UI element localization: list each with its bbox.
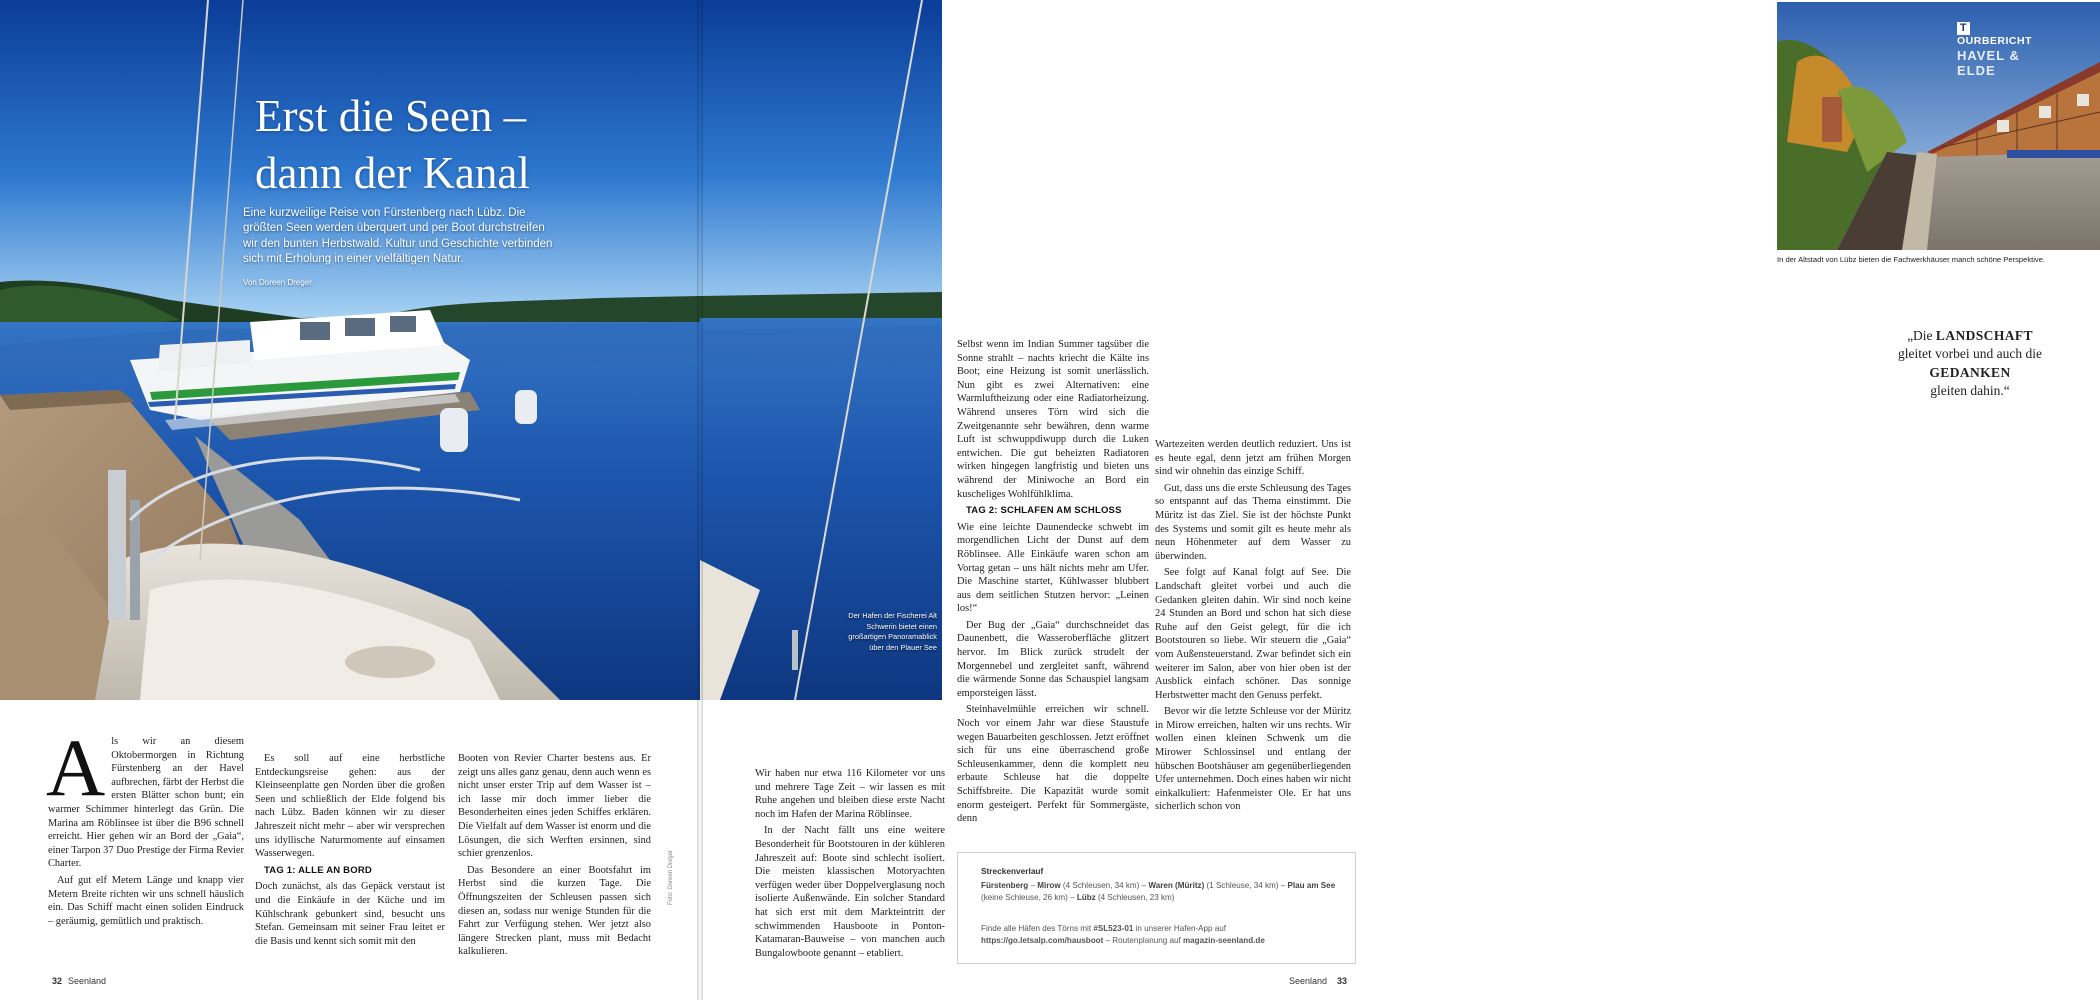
pull-quote — [1880, 327, 2060, 401]
pull-quote-open: „Die — [1907, 328, 1933, 343]
route-stop: Lübz — [1076, 892, 1096, 902]
paragraph: Bevor wir die letzte Schleuse vor der Müritz in Mirow erreichen, halten wir uns rechts. Wir wollen einen kleinen Schwenk um die Mirower Schlossinsel und entlang der hübschen Bootshäuser am gegenüberliegenden Ufer unternehmen. Doch eines haben wir nicht einkalkuliert: Hafenmeister Ole. Er hat uns sicherlich schon von — [1155, 706, 1351, 813]
route-link-app[interactable]: https://go.letsalp.com/hausboot — [981, 935, 1104, 945]
paragraph: Das Besondere an einer Bootsfahrt im Herbst sind die kurzen Tage. Die Öffnungszeiten der Schleusen passen sich diesen an, sodass nur wenige Stunden für die Fahrt zur Verfügung stehen. Wer jetzt also längere Strecken plant, muss mit Bedacht kalkulieren. — [458, 864, 651, 958]
body-column-4 — [755, 767, 945, 963]
pull-quote-keyword-1: LANDSCHAFT — [1935, 328, 2033, 343]
headline-line-2: dann der Kanal — [255, 148, 530, 198]
paragraph-text: ls wir an diesem Oktobermorgen in Richtung Fürstenberg an der Havel aufbrechen, färbt der Herbst die ersten Blätter schon bunt; ein warmer Schimmer hinterlegt das Grün. Die Marina am Röblinsee ist über die B96 schnell erreicht. Hier gehen wir an Bord der „Gaia“, einer Tarpon 37 Duo Prestige der Firma Revier Charter. — [48, 736, 244, 870]
lake-photo-continued — [700, 0, 942, 700]
photo-credit: Foto: Doreen Dreger — [668, 849, 674, 905]
paragraph: Selbst wenn im Indian Summer tagsüber die Sonne strahlt – nachts kriecht die Kälte ins Boot; eine Heizung ist somit unerlässlich. Nun gibt es zwei Alternativen: eine Warmluftheizung oder eine Radiatorheizung. Während unseres Törn wird sich die Zweitgenannte sehr bewähren, denn warme Luft ist schwuppdiwupp durch die Luken entwichen. Die gut beheizten Radiatoren wirken hingegen langfristig und bieten uns während der Miniwoche an Bord ein kuscheliges Wohlfühlklima. — [957, 339, 1149, 500]
town-photo — [1777, 2, 2100, 250]
deck-text: Eine kurzweilige Reise von Fürstenberg nach Lübz. Die größten Seen werden überquert und per Boot durchstreifen wir den bunten Herbstwald. Kultur und Geschichte verbinden sich mit Erholung in einer vielfältigen Natur. — [243, 207, 553, 266]
route-link-site[interactable]: magazin-seenland.de — [1182, 935, 1265, 945]
paragraph: Wartezeiten werden deutlich reduziert. Uns ist es heute egal, denn jetzt am frühen Morgen sind wir ohnehin das einzige Schiff. — [1155, 439, 1351, 478]
drop-cap: A — [46, 722, 106, 813]
route-segment: (4 Schleusen, 34 km) – — [1060, 881, 1149, 890]
hero-photo-left — [0, 0, 700, 700]
subhead-day-2: TAG 2: SCHLAFEN AM SCHLOSS — [966, 505, 1122, 517]
luebz-old-town-photo — [1777, 2, 2100, 250]
hero-photo-right — [700, 0, 942, 700]
right-page — [700, 0, 2046, 1000]
paragraph: Es soll auf eine herbstliche Entdeckungsreise gehen: aus der Kleinseenplatte gen Norden über die großen Seen und schließlich der Elde folgend bis nach Lübz. Baden können wir zu dieser Jahreszeit nicht mehr – aber wir versprechen uns idyllische Naturmomente auf einsamen Wasserwegen. — [255, 753, 445, 860]
route-hashtag: #SL523-01 — [1093, 924, 1134, 933]
paragraph — [46, 722, 244, 871]
route-footer-text: Finde alle Häfen des Törns mit — [981, 924, 1094, 933]
page-number: 33 — [1337, 976, 1348, 986]
magazine-name: Seenland — [1289, 976, 1328, 986]
section-initial: T — [1957, 22, 1970, 35]
pull-quote-keyword-2: GEDANKEN — [1929, 364, 2011, 380]
body-column-2 — [255, 752, 445, 951]
route-stop: Fürstenberg — [981, 881, 1029, 890]
headline-line-1: Erst die Seen – — [255, 91, 527, 141]
folio-right — [1289, 976, 1353, 986]
paragraph: Der Bug der „Gaia“ durchschneidet das Daunenbett, die Wasseroberfläche glitzert hervor. Im Blick zurück strudelt der Morgennebel und zergleitet sanft, während die wärmende Sonne das Schauspiel langsam emporsteigen lässt. — [957, 619, 1149, 699]
paragraph: In der Nacht fällt uns eine weitere Besonderheit für Bootstouren in der kühleren Jahreszeit auf: Boote sind schlecht isoliert. Die meisten klassischen Motoryachten verfügen weder über Doppelverglasung noch isolierte Außenwände. Ein solcher Standard hat sich erst mit dem Markteintritt der schwimmenden Hausboote in Ponton-Katamaran-Bauweise – von manchen auch Bungalowboote genannt – etabliert. — [755, 825, 945, 959]
pull-quote-close: gleiten dahin.“ — [1930, 383, 2010, 399]
folio-left — [52, 976, 106, 986]
body-column-5 — [957, 338, 1149, 829]
route-footer — [981, 923, 1341, 946]
caption-hero-photo: Der Hafen der Fischerei Alt Schwerin bietet einen großartigen Panoramablick über den Plauer See — [848, 611, 937, 652]
caption-town-photo: In der Altstadt von Lübz bieten die Fachwerkhäuser manch schöne Perspektive. — [1777, 255, 2046, 264]
left-page — [0, 0, 700, 1000]
route-stop: Mirow — [1037, 881, 1061, 890]
pull-quote-middle: gleitet vorbei und auch die — [1898, 346, 2042, 362]
paragraph: Doch zunächst, als das Gepäck verstaut ist und die Einkäufe in der Küche und im Kühlschrank gebunkert sind, besucht uns Stefan. Gemeinsam mit seiner Frau leitet er die Basis und kennt sich somit mit den — [255, 881, 445, 947]
section-badge — [1957, 22, 2032, 78]
paragraph: Steinhavelmühle erreichen wir schnell. Noch vor einem Jahr war diese Staustufe wegen Bauarbeiten geschlossen. Jetzt eröffnet sich für uns eine überraschend große Schleusenkammer, denn die komplett neu erbaute Schleuse hat die doppelte Schiffsbreite. Die Kapazität wurde somit enorm gesteigert. Perfekt für Sommergäste, denn — [957, 704, 1149, 825]
route-info-box — [957, 852, 1356, 964]
route-stop: Plau am See — [1287, 881, 1336, 890]
paragraph: Wie eine leichte Daunendecke schwebt im morgendlichen Licht der Dunst auf dem Röblinsee. Alle Einkäufe waren schon am Vortag getan – uns hält nichts mehr am Ufer. Die Maschine startet, Kühlwasser blubbert aus dem seitlichen Stutzen hervor: „Leinen los!“ — [957, 521, 1149, 615]
body-column-3 — [458, 752, 651, 962]
route-stops — [981, 880, 1336, 903]
magazine-name: Seenland — [68, 976, 107, 986]
section-sub: HAVEL & ELDE — [1957, 48, 2020, 78]
route-footer-text: in unserer Hafen-App auf — [1133, 924, 1227, 933]
paragraph: Gut, dass uns die erste Schleusung des Tages so entspannt auf das Thema einstimmt. Die Müritz ist das Ziel. Sie ist der höchste Punkt des Systems und somit gilt es heute mehr als neun Höhenmeter auf dem Wasser zu überwinden. — [1155, 482, 1351, 562]
byline: Von Doreen Dreger — [243, 278, 312, 287]
paragraph: Auf gut elf Metern Länge und knapp vier Metern Breite richten wir uns schnell häuslich ein. Das Schiff macht einen soliden Eindruck – geräumig, gemütlich und praktisch. — [48, 874, 244, 927]
body-column-6 — [1155, 438, 1351, 817]
route-segment: (keine Schleuse, 26 km) – — [981, 892, 1077, 902]
section-label: OURBERICHT — [1957, 35, 2032, 47]
route-footer-text: – Routenplanung auf — [1103, 935, 1183, 945]
route-stop: Waren (Müritz) — [1148, 881, 1205, 890]
route-title: Streckenverlauf — [981, 866, 1044, 876]
route-segment: – — [1028, 881, 1038, 890]
spine-gutter — [697, 0, 703, 1000]
paragraph: Wir haben nur etwa 116 Kilometer vor uns und mehrere Tage Zeit – wir lassen es mit Ruhe angehen und bleiben diese erste Nacht noch im Hafen der Marina Röblinsee. — [755, 768, 945, 820]
body-column-1 — [46, 722, 244, 931]
headline — [255, 88, 685, 202]
paragraph: Booten von Revier Charter bestens aus. Er zeigt uns alles ganz genau, denn auch wenn es nicht unser erster Trip auf dem Wasser ist – ich lasse mir doch immer lieber die Besonderheiten eines jeden Schiffes erklären. Die Vielfalt auf dem Wasser ist enorm und die Lösungen, die sich Werften ersinnen, sind schier grenzenlos. — [458, 753, 651, 860]
paragraph: See folgt auf Kanal folgt auf See. Die Landschaft gleitet vorbei und auch die Gedanken gleiten dahin. Wir sind noch keine 24 Stunden an Bord und schon hat sich diese Ruhe auf den Geist gelegt, für die ich Bootstouren so liebe. Wir steuern die „Gaia“ vom Außensteuerstand. Zwar befindet sich ein weiterer im Salon, aber von hier oben ist der Ausblick einfach schöner. Das sonnige Herbstwetter macht den Genuss perfekt. — [1155, 567, 1351, 701]
page-number: 32 — [52, 976, 63, 986]
route-segment: (4 Schleusen, 23 km) — [1095, 892, 1175, 902]
subhead-day-1: TAG 1: ALLE AN BORD — [264, 864, 372, 876]
route-segment: (1 Schleuse, 34 km) – — [1204, 881, 1288, 890]
